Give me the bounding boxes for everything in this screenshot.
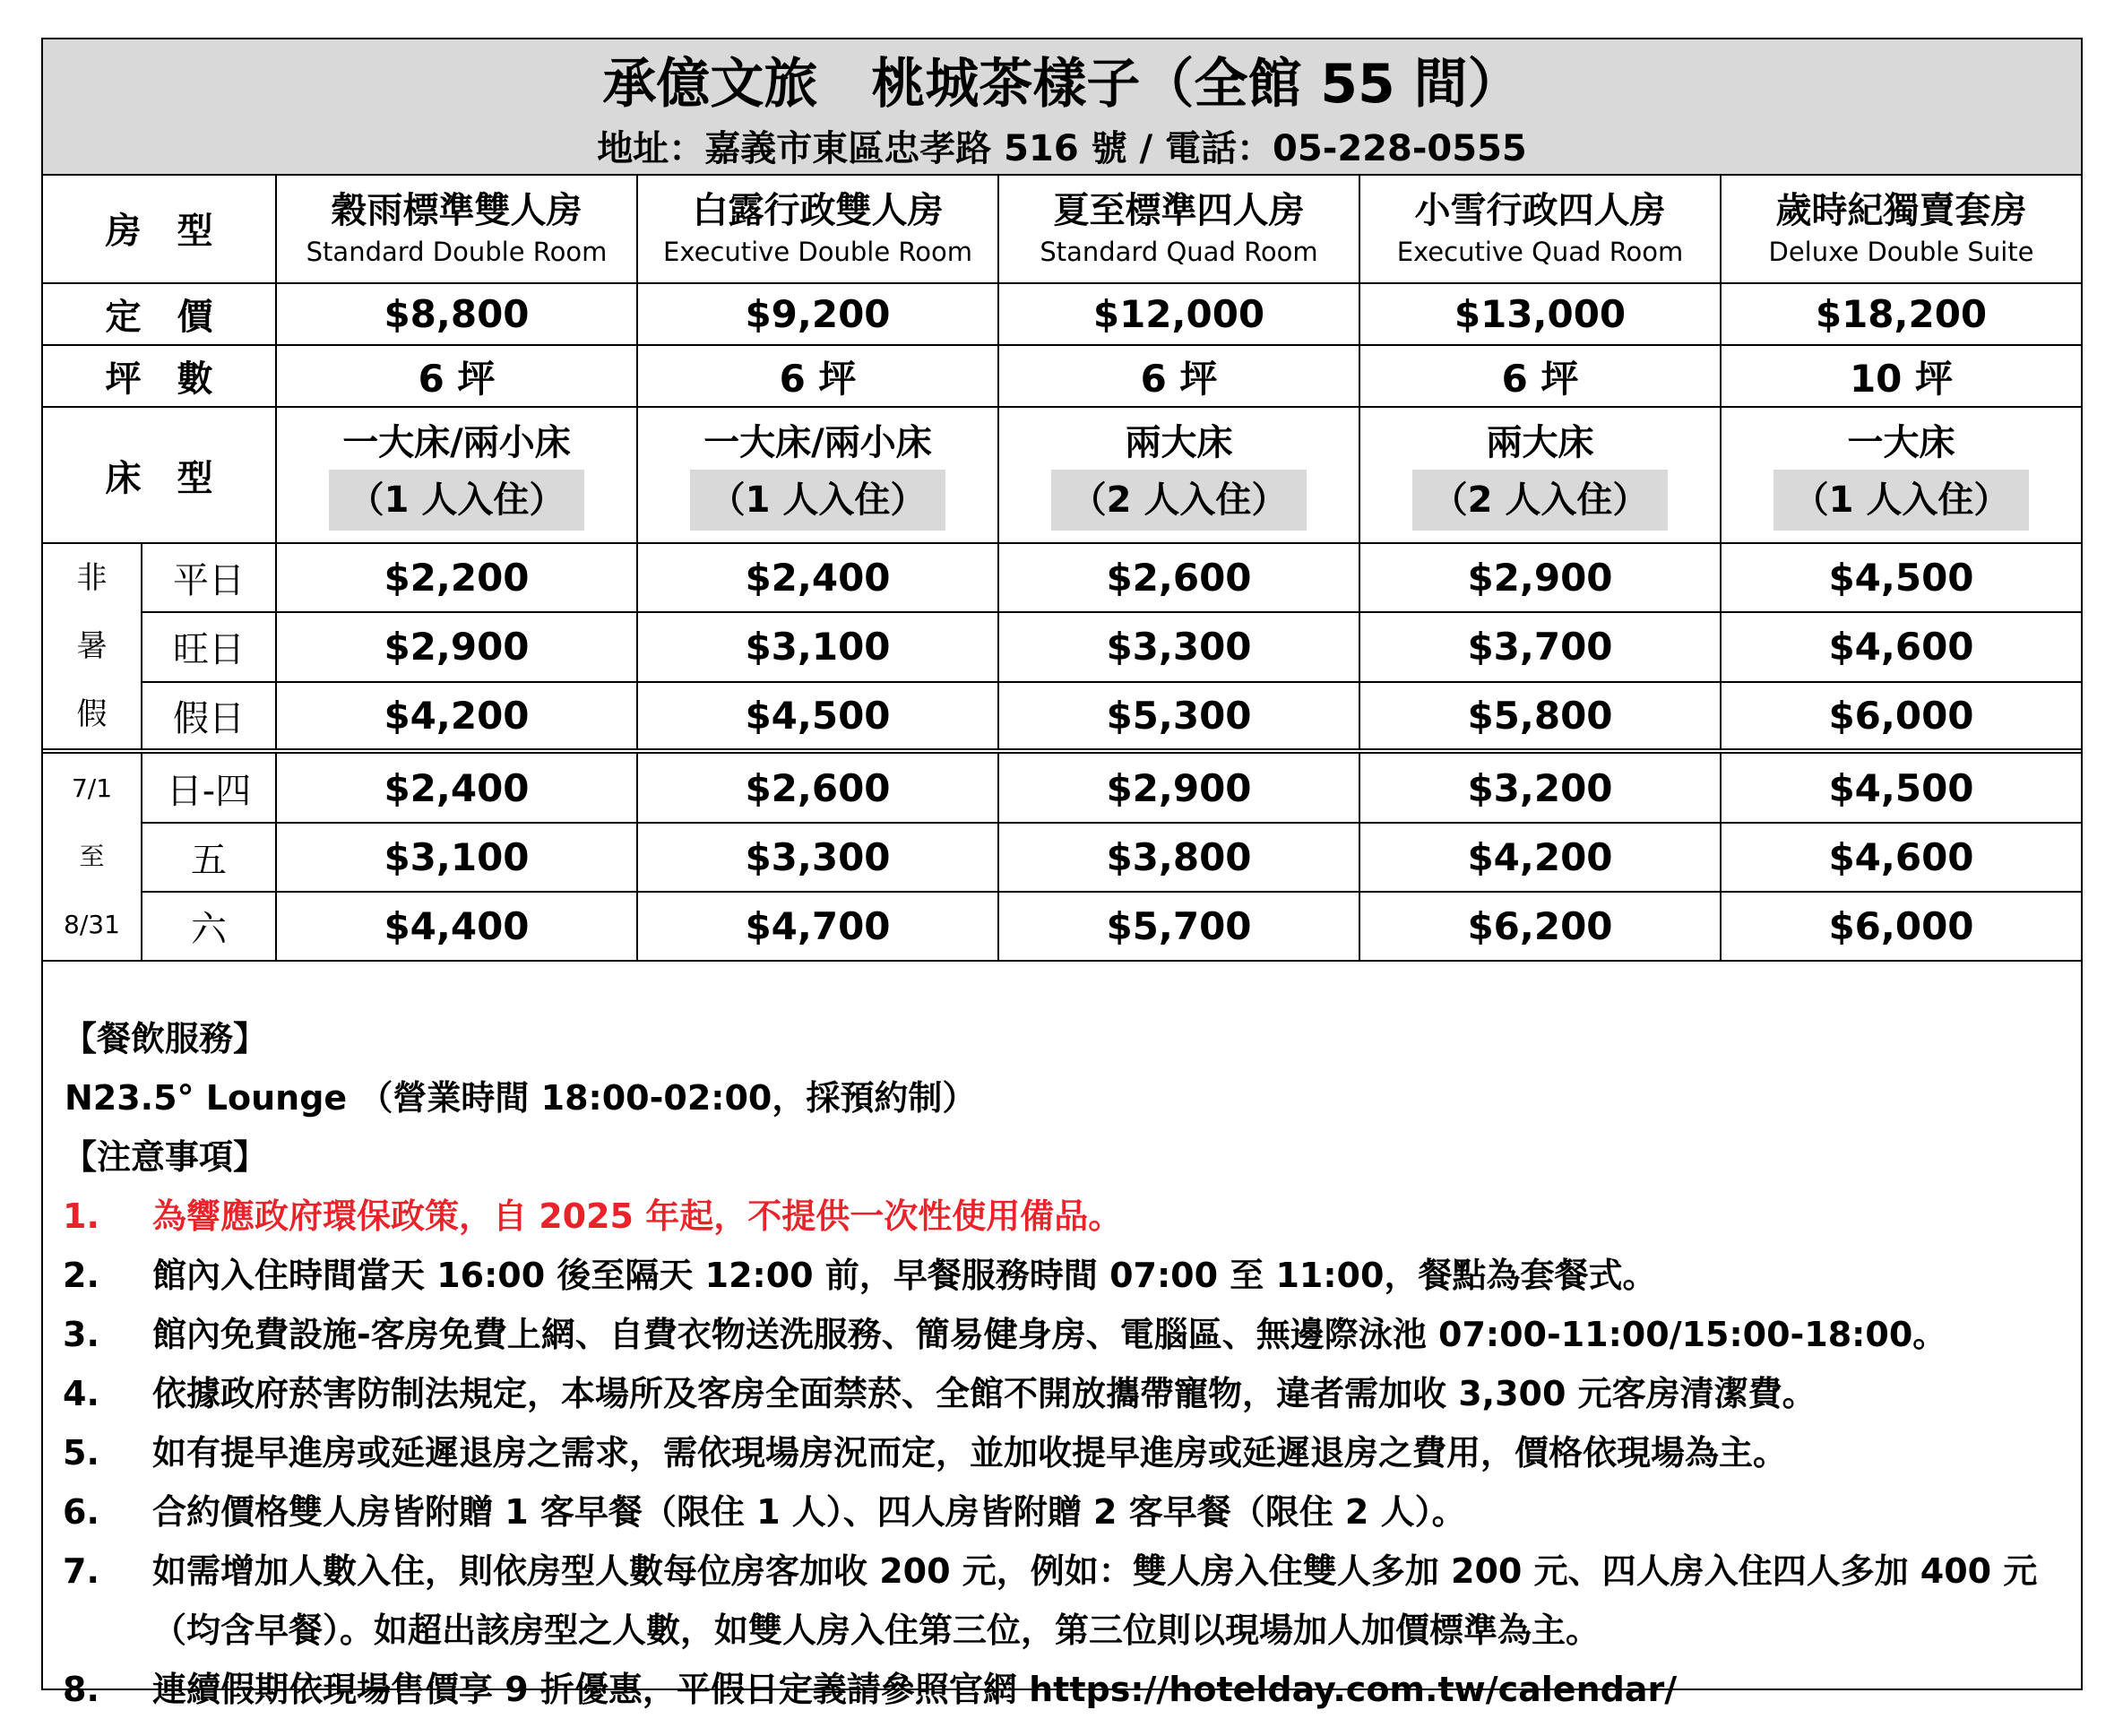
season-label-char: 7/1 [71,773,113,803]
room-area: 6 坪 [1359,345,1721,407]
note-text: 館內免費設施-客房免費上網、自費衣物送洗服務、簡易健身房、電腦區、無邊際泳池 07:00-11:00/15:00-18:00。 [152,1315,1947,1354]
rate-price: $2,600 [637,751,998,823]
bed-type: 兩大床 [1486,422,1594,463]
off-season-row [43,543,2081,612]
note-number: 8. [63,1670,99,1709]
note-text: 如需增加人數入住，則依房型人數每位房客加收 200 元，例如：雙人房入住雙人多加 200 元、四人房入住四人多加 400 元（均含早餐）。如超出該房型之人數，如雙人房入住第三位，第三位則以現場加人加價標準為主。 [152,1551,2038,1650]
note-text: 連續假期依現場售價享 9 折優惠，平假日定義請參照官網 https://hotelday.com.tw/calendar/ [152,1670,1678,1709]
room-type-cell [276,174,637,283]
note-item [63,1542,2070,1660]
rate-price: $5,700 [998,892,1359,961]
rate-price: $6,000 [1721,892,2081,961]
room-area: 6 坪 [276,345,637,407]
bed-cell [637,407,998,543]
note-text: 館內入住時間當天 16:00 後至隔天 12:00 前，早餐服務時間 07:00 至 11:00，餐點為套餐式。 [152,1256,1657,1295]
rate-price: $4,500 [1721,543,2081,612]
bed-type: 一大床 [1847,422,1955,463]
area-row [43,345,2081,407]
rate-price: $2,400 [276,751,637,823]
bed-cell [998,407,1359,543]
rate-price: $5,800 [1359,682,1721,751]
list-price: $12,000 [998,283,1359,345]
rate-price: $6,200 [1359,892,1721,961]
note-item [63,1423,2070,1482]
notes-section [63,1009,2070,1719]
room-name-en: Deluxe Double Suite [1768,236,2034,267]
room-type-cell [1359,174,1721,283]
rate-price: $6,000 [1721,682,2081,751]
note-item [63,1482,2070,1542]
bed-type: 兩大床 [1125,422,1233,463]
header [43,39,2081,176]
off-season-row [43,682,2081,751]
rate-sheet [41,38,2083,1709]
dining-heading: 【餐飲服務】 [63,1019,268,1058]
room-type-row [43,174,2081,283]
room-name-zh: 夏至標準四人房 [1053,189,1305,231]
list-price: $13,000 [1359,283,1721,345]
season-label-char: 暑 [76,628,108,664]
list-price: $18,200 [1721,283,2081,345]
day-type: 假日 [142,682,276,751]
occupancy-badge: （1 人入住） [1773,470,2030,531]
rate-price: $4,200 [1359,823,1721,892]
bed-cell [276,407,637,543]
hotel-address: 地址：嘉義市東區忠孝路 516 號 / 電話：05-228-0555 [597,128,1527,169]
season-label-char: 假 [76,696,108,732]
rate-price: $2,900 [1359,543,1721,612]
day-type: 六 [142,892,276,961]
room-name-en: Executive Quad Room [1396,236,1684,267]
room-type-cell [998,174,1359,283]
note-number: 4. [63,1374,99,1413]
room-name-zh: 歲時紀獨賣套房 [1775,189,2027,231]
day-type: 平日 [142,543,276,612]
lounge-info: N23.5° Lounge （營業時間 18:00-02:00，採預約制） [65,1078,977,1118]
rate-price: $3,300 [637,823,998,892]
list-price: $9,200 [637,283,998,345]
list-price-label: 定價 [43,283,276,345]
hotel-title: 承億文旅 桃城茶樣子（全館 55 間） [602,53,1522,116]
note-number: 1. [63,1196,99,1236]
occupancy-badge: （1 人入住） [690,470,946,531]
season-label-char: 至 [79,842,105,871]
bed-type-row [43,407,2081,543]
occupancy-badge: （1 人入住） [329,470,585,531]
note-number: 6. [63,1492,99,1532]
rate-price: $4,600 [1721,823,2081,892]
room-name-en: Standard Quad Room [1040,236,1318,267]
rate-price: $2,900 [998,751,1359,823]
room-area: 6 坪 [998,345,1359,407]
rate-table [43,174,2081,962]
room-type-label: 房型 [43,174,276,283]
rate-price: $4,700 [637,892,998,961]
rate-price: $3,100 [637,612,998,681]
rate-price: $4,600 [1721,612,2081,681]
note-number: 7. [63,1551,99,1591]
bed-cell [1359,407,1721,543]
rate-price: $3,200 [1359,751,1721,823]
rate-price: $4,400 [276,892,637,961]
occupancy-badge: （2 人入住） [1412,470,1669,531]
note-item [63,1660,2070,1719]
off-season-label [43,543,142,751]
room-type-cell [637,174,998,283]
note-number: 5. [63,1433,99,1473]
note-item [63,1305,2070,1364]
summer-row [43,823,2081,892]
room-area: 6 坪 [637,345,998,407]
list-price: $8,800 [276,283,637,345]
summer-row [43,892,2081,961]
room-area: 10 坪 [1721,345,2081,407]
season-label-char: 非 [76,560,108,596]
rate-price: $3,800 [998,823,1359,892]
rate-price: $3,300 [998,612,1359,681]
note-item [63,1187,2070,1246]
room-name-en: Executive Double Room [663,236,972,267]
season-label-char: 8/31 [64,910,120,939]
note-number: 2. [63,1256,99,1295]
rate-price: $2,200 [276,543,637,612]
bed-type: 一大床/兩小床 [342,422,571,463]
note-number: 3. [63,1315,99,1354]
room-name-zh: 小雪行政四人房 [1414,189,1666,231]
rate-price: $4,500 [1721,751,2081,823]
rate-price: $2,600 [998,543,1359,612]
summer-row [43,751,2081,823]
list-price-row [43,283,2081,345]
occupancy-badge: （2 人入住） [1051,470,1307,531]
room-name-en: Standard Double Room [306,236,608,267]
rate-price: $4,500 [637,682,998,751]
bed-type: 一大床/兩小床 [703,422,932,463]
room-type-cell [1721,174,2081,283]
note-text: 依據政府菸害防制法規定，本場所及客房全面禁菸、全館不開放攜帶寵物，違者需加收 3,300 元客房清潔費。 [152,1374,1817,1413]
day-type: 五 [142,823,276,892]
off-season-row [43,612,2081,681]
rate-price: $2,900 [276,612,637,681]
note-text: 合約價格雙人房皆附贈 1 客早餐（限住 1 人）、四人房皆附贈 2 客早餐（限住 2 人）。 [152,1492,1466,1532]
bed-type-label: 床型 [43,407,276,543]
rate-price: $3,100 [276,823,637,892]
note-text: 為響應政府環保政策，自 2025 年起，不提供一次性使用備品。 [152,1196,1123,1236]
note-text: 如有提早進房或延遲退房之需求，需依現場房況而定，並加收提早進房或延遲退房之費用，價格依現場為主。 [152,1433,1788,1473]
notes-heading: 【注意事項】 [63,1137,268,1177]
rate-price: $2,400 [637,543,998,612]
area-label: 坪數 [43,345,276,407]
rate-price: $4,200 [276,682,637,751]
room-name-zh: 白露行政雙人房 [692,189,944,231]
summer-label [43,751,142,961]
room-name-zh: 穀雨標準雙人房 [331,189,583,231]
note-item [63,1246,2070,1305]
bed-cell [1721,407,2081,543]
rate-price: $5,300 [998,682,1359,751]
day-type: 旺日 [142,612,276,681]
day-type: 日-四 [142,751,276,823]
note-item [63,1364,2070,1423]
rate-price: $3,700 [1359,612,1721,681]
